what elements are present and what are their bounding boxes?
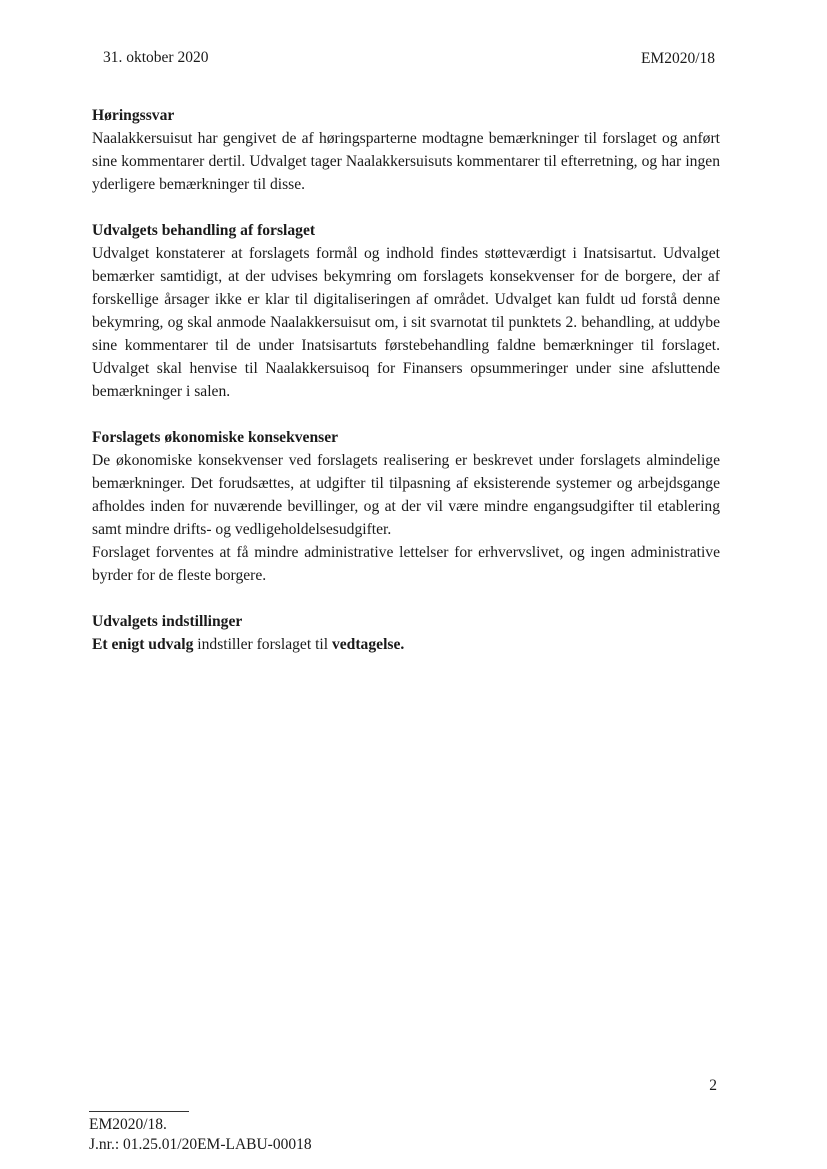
section-heading: Udvalgets behandling af forslaget <box>92 222 316 239</box>
recommendation-text: indstiller forslaget til <box>193 636 332 653</box>
section-heading: Udvalgets indstillinger <box>92 613 243 630</box>
recommendation-subject: Et enigt udvalg <box>92 636 194 653</box>
section-paragraph: Udvalget konstaterer at forslagets formål og indhold findes støtteværdigt i Inatsisartut. Udvalget bemærker samtidigt, at der udvises bekymring om forslagets konsekvenser for de borgere, der af forskellige årsager ikke er klar til digitaliseringen af området. Udvalget kan fuldt ud forstå denne bekymring, og skal anmode Naalakkersuisut om, i sit svarnotat til punktets 2. behandling, at uddybe sine kommentarer til de under Inatsisartuts førstebehandling faldne bemærkninger til forslaget. Udvalget skal henvise til Naalakkersuisoq for Finansers opsummeringer under sine afsluttende bemærkninger i salen. <box>92 245 720 400</box>
header-reference: EM2020/18 <box>640 50 715 67</box>
section-horingssvar <box>92 104 720 196</box>
section-heading: Høringssvar <box>92 107 175 124</box>
footer <box>89 1115 312 1155</box>
section-paragraph: Forslaget forventes at få mindre administrative lettelser for erhvervslivet, og ingen administrative byrder for de fleste borgere. <box>92 544 720 584</box>
section-udvalgets-indstillinger <box>92 610 720 656</box>
recommendation-paragraph <box>92 633 720 656</box>
footer-journal-number: J.nr.: 01.25.01/20EM-LABU-00018 <box>89 1136 312 1153</box>
footer-reference: EM2020/18. <box>89 1116 167 1133</box>
section-paragraph: Naalakkersuisut har gengivet de af høringsparterne modtagne bemærkninger til forslaget og anført sine kommentarer dertil. Udvalget tager Naalakkersuisuts kommentarer til efterretning, og har ingen yderligere bemærkninger til disse. <box>92 130 720 193</box>
footer-divider <box>89 1111 189 1112</box>
section-paragraph: De økonomiske konsekvenser ved forslagets realisering er beskrevet under forslagets almindelige bemærkninger. Det forudsættes, at udgifter til tilpasning af eksisterende systemer og arbejdsgange afholdes inden for nuværende bevillinger, og at der vil være mindre engangsudgifter til etablering samt mindre drifts- og vedligeholdelsesudgifter. <box>92 452 720 538</box>
header-date: 31. oktober 2020 <box>103 49 209 66</box>
section-heading: Forslagets økonomiske konsekvenser <box>92 429 339 446</box>
recommendation-decision: vedtagelse. <box>331 636 405 653</box>
section-udvalgets-behandling <box>92 219 720 403</box>
document-body <box>92 104 720 679</box>
page-number: 2 <box>709 1077 717 1094</box>
section-okonomiske-konsekvenser <box>92 426 720 587</box>
